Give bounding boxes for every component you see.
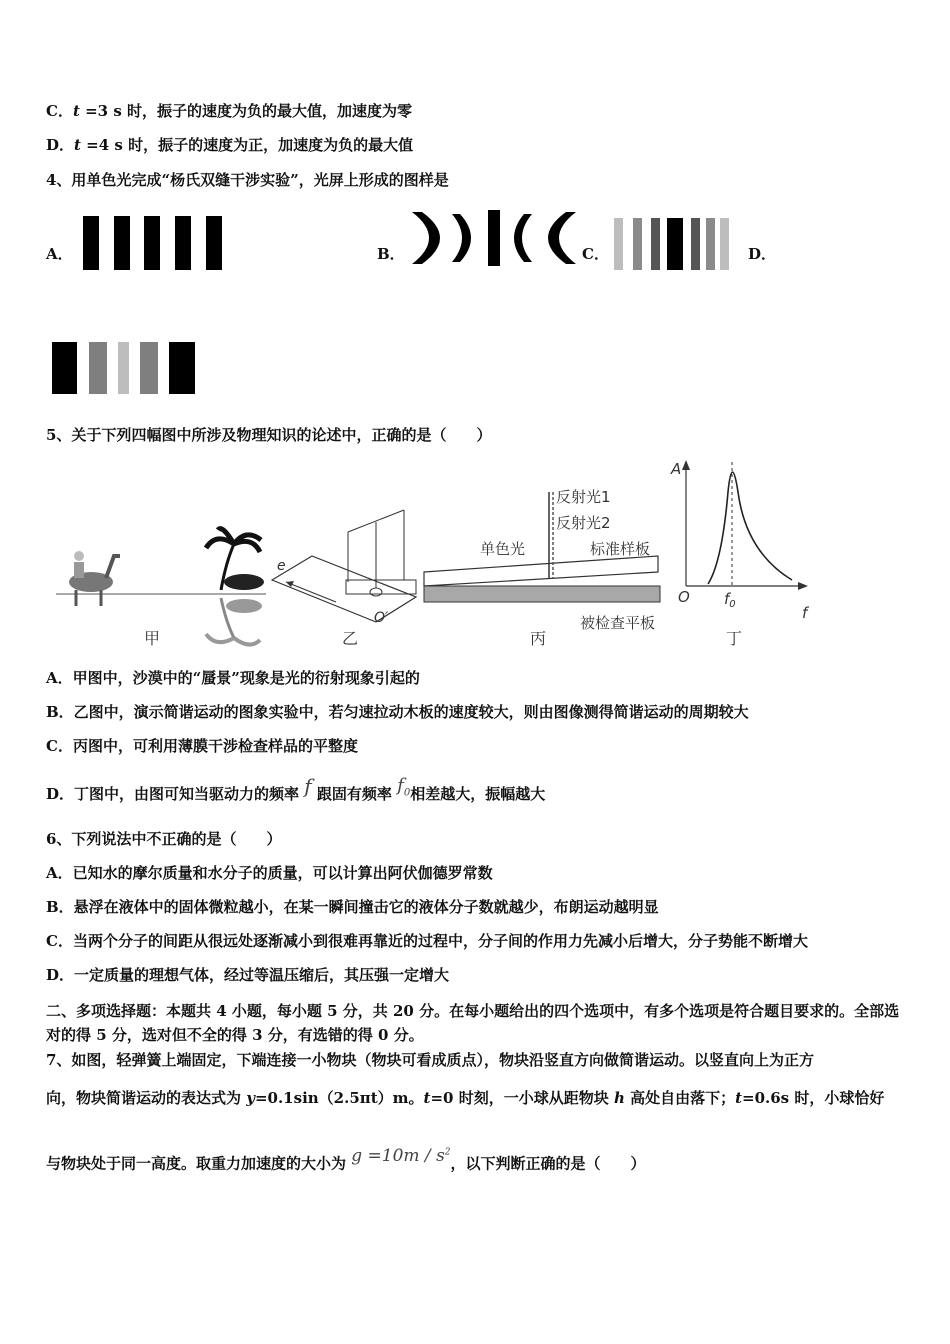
fringe bbox=[175, 216, 191, 270]
q5-option-a: A．甲图中，沙漠中的“蜃景”现象是光的衍射现象引起的 bbox=[46, 669, 420, 687]
q6-option-d: D．一定质量的理想气体，经过等温压缩后，其压强一定增大 bbox=[46, 966, 450, 984]
fringe bbox=[118, 342, 129, 394]
q4-option-d-pattern bbox=[46, 338, 202, 398]
q4-stem: 4、用单色光完成“杨氏双缝干涉实验”，光屏上形成的图样是 bbox=[46, 171, 449, 189]
variable-h: h bbox=[613, 1089, 625, 1107]
q4-option-c-label: C． bbox=[582, 245, 609, 263]
fringe bbox=[52, 342, 77, 394]
figure-yi-pendulum-board bbox=[272, 510, 416, 648]
fringe bbox=[89, 342, 107, 394]
q6-option-a: A．已知水的摩尔质量和水分子的质量，可以计算出阿伏伽德罗常数 bbox=[46, 864, 493, 882]
q5-figure bbox=[46, 452, 826, 658]
base bbox=[346, 580, 416, 594]
label-standard: 标准样板 bbox=[590, 540, 651, 558]
option-text: =3 s 时，振子的速度为负的最大值，加速度为零 bbox=[79, 102, 413, 120]
f0-f: f bbox=[397, 775, 404, 796]
text: =0.1sin（2.5πt）m。 bbox=[254, 1089, 424, 1107]
section2-instructions: 二、多项选择题：本题共 4 小题，每小题 5 分，共 20 分。在每小题给出的四个选项中，有多个选项是符合题目要求的。全部选对的得 5 分，选对但不全的得 3 分，有选错的得 0 分。 bbox=[46, 1002, 900, 1044]
curved-fringe bbox=[452, 214, 471, 262]
fringe bbox=[488, 210, 500, 266]
curved-fringe bbox=[548, 212, 576, 264]
label-ding: 丁 bbox=[726, 629, 743, 648]
option-text: 相差越大，振幅越大 bbox=[410, 785, 546, 803]
q7-line1: 7、如图，轻弹簧上端固定，下端连接一小物块（物块可看成质点），物块沿竖直方向做简谐运动。以竖直向上为正方 bbox=[46, 1051, 814, 1069]
figure-ding-resonance bbox=[670, 460, 810, 648]
f0-sub: 0 bbox=[403, 787, 411, 799]
text: 向，物块简谐运动的表达式为 bbox=[46, 1089, 247, 1107]
fringe bbox=[633, 218, 642, 270]
label-axis-a: A bbox=[671, 460, 682, 478]
label-o-prime: O′ bbox=[374, 610, 389, 626]
text: =0 时刻，一小球从距物块 bbox=[430, 1089, 614, 1107]
q4-option-b-label: B． bbox=[377, 245, 405, 263]
q5-option-b: B．乙图中，演示简谐运动的图象实验中，若匀速拉动木板的速度较大，则由图像测得简谐运动的周期较大 bbox=[46, 703, 749, 721]
island bbox=[224, 574, 264, 590]
q4-option-b-pattern bbox=[408, 206, 580, 270]
fringe bbox=[114, 216, 130, 270]
f0-sub: 0 bbox=[729, 599, 736, 610]
arrow-e bbox=[286, 582, 336, 602]
label-bing: 丙 bbox=[530, 629, 547, 648]
fringe bbox=[206, 216, 222, 270]
option-prefix: C． bbox=[46, 102, 73, 120]
option-prefix: D． bbox=[46, 136, 75, 154]
variable-y: y bbox=[246, 1089, 255, 1107]
label-axis-o: O bbox=[678, 588, 690, 606]
fringe bbox=[83, 216, 99, 270]
q3-option-c bbox=[46, 101, 412, 121]
q3-option-d bbox=[46, 135, 413, 155]
fringe bbox=[667, 218, 683, 270]
fringe bbox=[614, 218, 623, 270]
q5-option-c: C．丙图中，可利用薄膜干涉检查样品的平整度 bbox=[46, 737, 358, 755]
island-reflection bbox=[226, 599, 262, 613]
variable-t: t bbox=[423, 1089, 431, 1107]
text: ，以下判断正确的是（ ） bbox=[450, 1154, 646, 1173]
curved-fringe bbox=[412, 212, 440, 264]
variable-t: t bbox=[72, 102, 80, 120]
q7-line3 bbox=[46, 1145, 646, 1174]
option-text: D．丁图中，由图可知当驱动力的频率 bbox=[46, 785, 300, 803]
math-g bbox=[351, 1146, 450, 1166]
label-yi: 乙 bbox=[342, 629, 359, 648]
figure-jia-mirage bbox=[56, 529, 266, 648]
label-tested: 被检查平板 bbox=[580, 614, 656, 632]
variable-t: t bbox=[735, 1089, 743, 1107]
fringe bbox=[651, 218, 660, 270]
q5-option-d bbox=[46, 774, 546, 812]
q6-stem: 6、下列说法中不正确的是（ ） bbox=[46, 830, 282, 848]
q4-option-a-label: A． bbox=[46, 245, 73, 263]
g-sup: 2 bbox=[444, 1147, 451, 1157]
camel-neck bbox=[106, 556, 120, 578]
option-text: =4 s 时，振子的速度为正，加速度为负的最大值 bbox=[80, 136, 414, 154]
resonance-curve bbox=[708, 472, 792, 584]
label-jia: 甲 bbox=[144, 629, 161, 648]
figure-bing-thin-film bbox=[424, 488, 660, 648]
label-e: e bbox=[277, 558, 286, 574]
g-value: g =10m / s bbox=[351, 1145, 445, 1166]
q4-option-d-label: D． bbox=[748, 245, 777, 263]
math-f0 bbox=[397, 775, 411, 799]
label-mono: 单色光 bbox=[480, 540, 526, 558]
fringe bbox=[706, 218, 715, 270]
q6-option-c: C．当两个分子的间距从很远处逐渐减小到很难再靠近的过程中，分子间的作用力先减小后增大，分子势能不断增大 bbox=[46, 932, 808, 950]
fringe bbox=[140, 342, 158, 394]
text: 与物块处于同一高度。取重力加速度的大小为 bbox=[46, 1154, 347, 1173]
q4-option-a-pattern bbox=[80, 214, 230, 272]
label-reflect2: 反射光2 bbox=[556, 514, 611, 532]
label-f0 bbox=[724, 590, 736, 610]
fringe bbox=[691, 218, 700, 270]
text: =0.6s 时，小球恰好 bbox=[742, 1089, 885, 1107]
axis-f-arrow bbox=[798, 582, 808, 590]
axis-a-arrow bbox=[682, 460, 690, 470]
label-reflect1: 反射光1 bbox=[556, 488, 611, 506]
fringe bbox=[169, 342, 195, 394]
curved-fringe bbox=[514, 214, 532, 262]
f0-f: f bbox=[724, 590, 730, 608]
variable-t: t bbox=[74, 136, 81, 154]
fringe bbox=[144, 216, 160, 270]
math-f: f bbox=[304, 774, 312, 798]
q7-line2 bbox=[46, 1088, 884, 1108]
rider bbox=[74, 562, 84, 578]
funnel bbox=[370, 588, 382, 596]
option-text: 跟固有频率 bbox=[316, 785, 392, 803]
standard-plate bbox=[424, 556, 658, 586]
tested-plate bbox=[424, 586, 660, 602]
text: 高处自由落下； bbox=[624, 1089, 736, 1107]
q5-stem: 5、关于下列四幅图中所涉及物理知识的论述中，正确的是（ ） bbox=[46, 426, 492, 444]
q4-option-c-pattern bbox=[610, 214, 730, 272]
q6-option-b: B．悬浮在液体中的固体微粒越小，在某一瞬间撞击它的液体分子数就越少，布朗运动越明显 bbox=[46, 898, 659, 916]
board bbox=[272, 556, 416, 622]
fringe bbox=[720, 218, 729, 270]
label-axis-f: f bbox=[802, 604, 808, 622]
rider-head bbox=[74, 551, 84, 561]
